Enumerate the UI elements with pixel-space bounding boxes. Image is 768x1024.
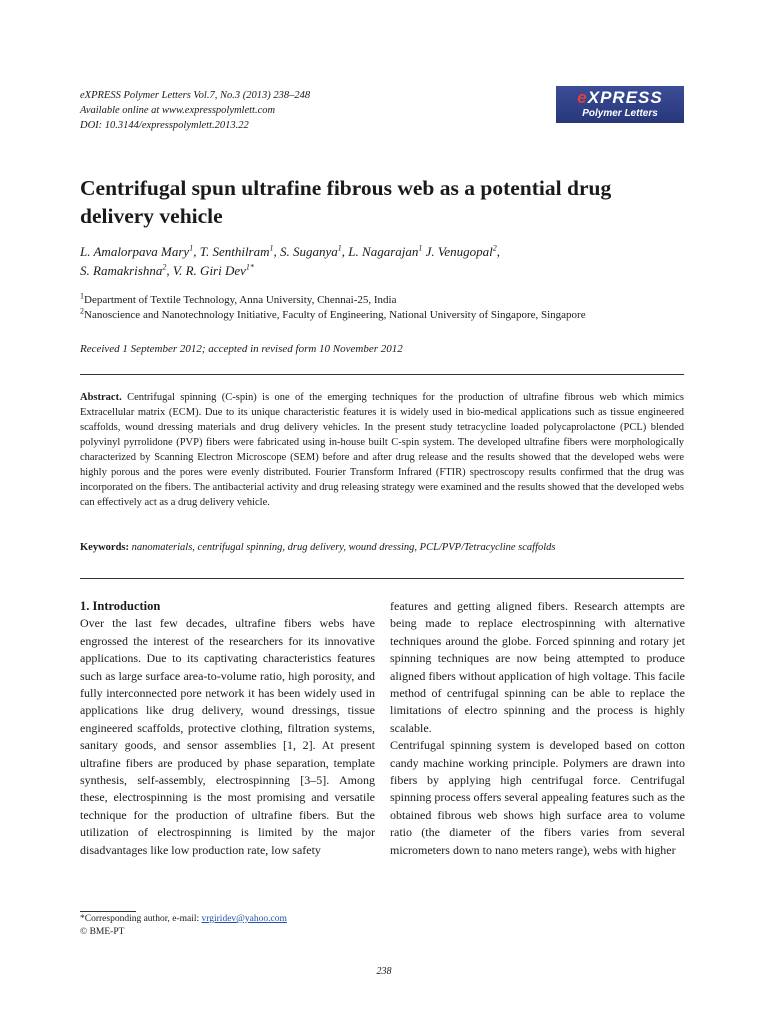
body-paragraph: Centrifugal spinning system is developed based on cotton candy machine working principle. Polymers are drawn into fibers by applying high centrifugal force. Centrifugal spinning process offers several appealing features such as the obtained fibrous web shows high surface area to volume ratio (the diameter of the fibers varies from several micrometers down to nano meters range), webs with higher <box>390 738 685 857</box>
author: S. Suganya <box>280 244 338 259</box>
author: L. Nagarajan <box>348 244 419 259</box>
journal-citation: eXPRESS Polymer Letters Vol.7, No.3 (2013) 238–248 <box>80 90 311 101</box>
column-right <box>390 598 685 859</box>
footnote-divider <box>80 911 136 912</box>
author: S. Ramakrishna <box>80 263 163 278</box>
author: T. Senthilram <box>199 244 270 259</box>
journal-header <box>80 88 310 133</box>
author: J. Venugopal <box>425 244 493 259</box>
journal-url: Available online at www.expresspolymlett.com <box>80 105 276 116</box>
page-number: 238 <box>376 966 392 977</box>
affiliations <box>80 293 700 323</box>
abstract <box>80 390 684 510</box>
column-left <box>80 598 375 859</box>
journal-logo <box>556 86 684 123</box>
keywords-text: nanomaterials, centrifugal spinning, drug delivery, wound dressing, PCL/PVP/Tetracycline scaffolds <box>131 542 556 553</box>
logo-xpress: XPRESS <box>587 88 663 107</box>
abstract-text: Centrifugal spinning (C-spin) is one of the emerging techniques for the production of ultrafine fibrous web which mimics Extracellular matrix (ECM). Due to its unique characteristic features it is widely used in bio-medical applications such as tissue engineered scaffolds, wound dressing materials and drug delivery vehicles. In the present study tetracycline loaded polycaprolactone (PCL) blended polyvinyl pyrrolidone (PVP) fibers were fabricated using in-house built C-spin system. The developed ultrafine fibers were morphologically characterized by Scanning Electron Microscope (SEM) before and after drug release and the results showed that the developed webs were highly porous and the pores were evenly distributed. Fourier Transform Infrared (FTIR) spectroscopy results confirmed that the drug was incorporated on the fibers. The antibacterial activity and drug releasing strategy were examined and the results showed that the developed webs can effectively act as a drug delivery vehicle. <box>80 392 685 508</box>
body-paragraph: Over the last few decades, ultrafine fibers webs have engrossed the interest of the researchers for its innovative applications. Due to its captivating characteristics features such as large surface area-to-volume ratio, high porosity, and fully interconnected pore network it has been widely used in applications like drug delivery, wound dressings, tissue engineered scaffolds, protective clothing, filtration systems, sanitary goods, and sensor assemblies [1, 2]. At present ultrafine fibers are produced by phase separation, template synthesis, self-assembly, electrospinning [3–5]. Among these, electrospinning is the most promising and versatile technique for the production of ultrafine fibers. But the utilization of electrospinning is limited by the major disadvantages like low production rate, low safety <box>80 616 375 857</box>
abstract-label: Abstract. <box>80 392 122 403</box>
received-dates: Received 1 September 2012; accepted in revised form 10 November 2012 <box>80 343 403 355</box>
copyright: © BME-PT <box>80 927 125 937</box>
footnote: *Corresponding author, e-mail: vrgiridev@yahoo.com © BME-PT <box>80 914 287 937</box>
author: L. Amalorpava Mary <box>80 244 190 259</box>
doi: DOI: 10.3144/expresspolymlett.2013.22 <box>80 120 249 131</box>
logo-subtitle: Polymer Letters <box>582 108 658 119</box>
keywords-label: Keywords: <box>80 542 129 553</box>
email-link[interactable]: vrgiridev@yahoo.com <box>201 914 287 924</box>
keywords <box>80 540 684 555</box>
divider <box>80 578 684 579</box>
author: V. R. Giri Dev <box>172 263 246 278</box>
affiliation: $^1$Department of Textile Technology, Anna University, Chennai-25, India <box>80 291 397 306</box>
author-list: L. Amalorpava Mary$^1$, T. Senthilram$^1$, S. Suganya$^1$, L. Nagarajan$^1$ J. Venugopal$^2$, S. Ramakrishna$^2$, V. R. Giri Dev$^{1*}$ <box>80 243 501 278</box>
body-paragraph: features and getting aligned fibers. Research attempts are being made to replace electrospinning with alternative techniques around the globe. Forced spinning and rotary jet spinning techniques are now being attempted to produce aligned fibers without application of high voltage. This facile method of centrifugal spinning can be able to replace the limitations of electro spinning and the process is highly scalable. <box>390 599 685 735</box>
logo-e: e <box>577 88 588 107</box>
section-heading: 1. Introduction <box>80 599 161 613</box>
paper-title: Centrifugal spun ultrafine fibrous web as a potential drug delivery vehicle <box>80 176 612 228</box>
affiliation: $^2$Nanoscience and Nanotechnology Initiative, Faculty of Engineering, National University of Singapore, Singapore <box>80 306 586 321</box>
divider <box>80 374 684 375</box>
